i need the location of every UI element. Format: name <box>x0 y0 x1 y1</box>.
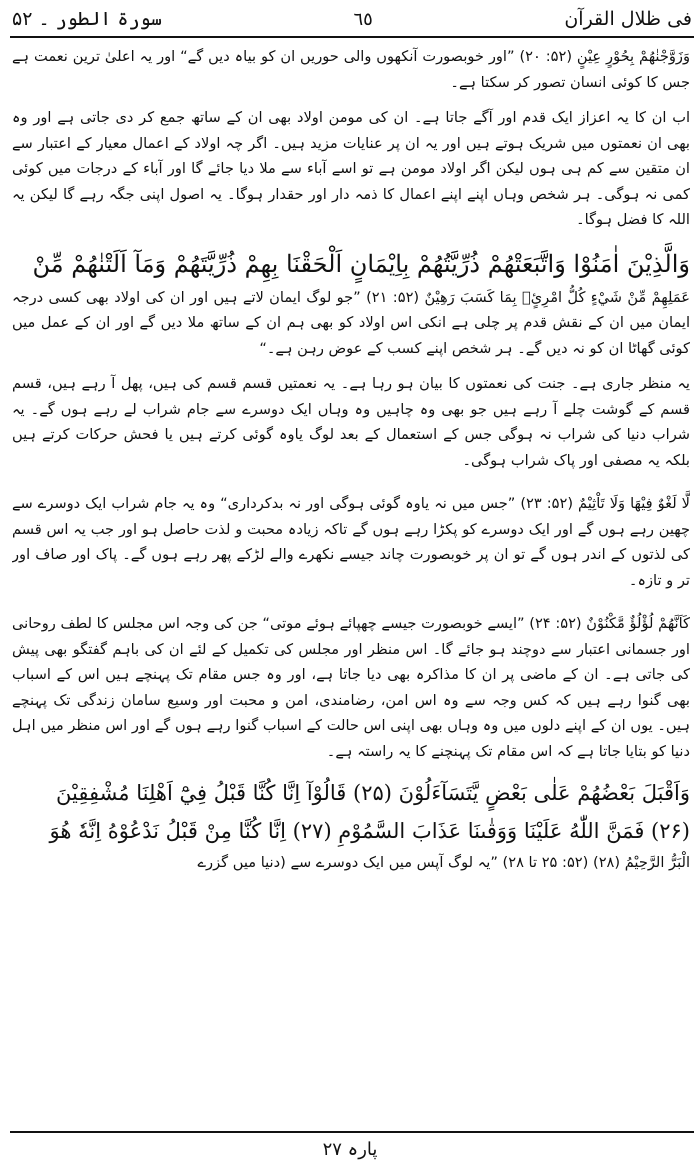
para-label: پارہ ۲۷ <box>322 1139 378 1160</box>
surah-name: سورۃ الطور ۔ ۵۲ <box>12 8 162 30</box>
header-rule <box>10 36 694 38</box>
paragraph-6: كَاَنَّهُمْ لُؤْلُؤٌ مَّكْنُوْنٌ (۵۲: ۲۴) ”ایسے خوبصورت جیسے چھپائے ہوئے موتی“ جن کی وجہ اس مجلس کا لطف روحانی اور جسمانی اعتبار سے دوچند ہو جائے گا۔ اس منظر اور مجلس کی تکمیل کے لئے ان کی باہم گفتگو بھی پیش کی جاتی ہے۔ ان کے ماضی پر ان کا مذاکرہ بھی دیا جاتا ہے، اور وہ جس مقام تک پہنچے ہیں اس کے اسباب بھی گنوا رہے ہیں کہ کس وجہ سے وہ اس امن، رضامندی، امن و محبت اور وسیع سامان زندگی تک پہنچے ہیں۔ یوں ان کے اپنے دلوں میں وہ وہاں بھی اپنی اس حالت کے اسباب گنوا رہے ہوں گے اور اس منظر میں اہل دنیا کو بتایا جاتا ہے کہ اس مقام تک پہنچنے کا یہ راستہ ہے۔ <box>12 615 690 760</box>
page-header <box>12 4 692 34</box>
paragraph-5: لَّا لَغْوٌ فِيْهَا وَلَا تَاْثِيْمٌ (۵۲: ۲۳) ”جس میں نہ یاوہ گوئی ہوگی اور نہ بدکرداری“ وہ یہ جام شراب ایک دوسرے سے چھین رہے ہوں گے اور ایک دوسرے کو پکڑا رہے ہوں گے تاکہ زیادہ محبت و لذت حاصل ہو اور جب یہ اس قسم کی لذتوں کے اندر ہوں گے تو ان پر خوبصورت چاند جیسے نکھرے والے لڑکے پھر رہے ہوں گے۔ پاک اور صاف اور تر و تازہ۔ <box>12 495 690 589</box>
book-title: فی ظلال القرآن <box>564 8 692 30</box>
quran-verse-21: وَالَّذِيْنَ اٰمَنُوْا وَاتَّبَعَتْهُمْ ذُرِّيَّتُهُمْ بِاِيْمَانٍ اَلْحَقْنَا بِهِمْ ذُرِّيَّتَهُمْ وَمَآ اَلَتْنٰهُمْ مِّنْ <box>32 249 690 278</box>
quran-verse-25: وَاَقْبَلَ بَعْضُهُمْ عَلٰى بَعْضٍ يَّتَسَآءَلُوْنَ (۲۵) قَالُوْآ اِنَّا كُنَّا قَبْلُ فِيْٓ اَهْلِنَا مُشْفِقِيْنَ <box>56 781 690 805</box>
paragraph-7: الْبَرُّ الرَّحِيْمُ (۲۸) (۵۲: ۲۵ تا ۲۸) ”یہ لوگ آپس میں ایک دوسرے سے (دنیا میں گزرے <box>197 854 690 871</box>
paragraph-4: یہ منظر جاری ہے۔ جنت کی نعمتوں کا بیان ہو رہا ہے۔ یہ نعمتیں قسم قسم کی ہیں، پھل آ رہے ہیں، قسم قسم کے گوشت چلے آ رہے ہیں جو بھی وہ چاہیں وہ وہاں ایک دوسرے سے جام شراب لے رہے ہوں گے۔ یہ شراب دنیا کی شراب نہ ہوگی جس کے استعمال کے بعد لوگ یاوہ گوئی کرتے ہیں یا فحش حرکات کرتے ہیں بلکہ یہ مصفی اور پاک شراب ہوگی۔ <box>12 375 690 469</box>
paragraph-2: اب ان کا یہ اعزاز ایک قدم اور آگے جاتا ہے۔ ان کی مومن اولاد بھی ان کے ساتھ جمع کر دی جاتی ہے اور وہ بھی ان نعمتوں میں شریک ہوتے ہیں اور یہ ان پر عنایات مزید ہیں۔ اگر چہ اولاد کے اعمال معیار کے اعتبار سے ان متقین سے کم ہی ہوں لیکن اگر اولاد مومن ہے تو اسے آباء سے ملا دیا جائے گا اور آباء کے درجات میں کوئی کمی نہ ہوگی۔ ہر شخص وہاں اپنے اپنے اعمال کا ذمہ دار اور حقدار ہوگا۔ یہ اصول اپنی جگہ رہے گا لیکن یہ اللہ کا فضل ہوگا۔ <box>12 109 690 228</box>
page-number: ٦٥ <box>353 8 373 30</box>
page-body <box>12 44 690 1129</box>
page-footer <box>0 1136 700 1164</box>
quran-verse-26: (۲۶) فَمَنَّ اللّٰهُ عَلَيْنَا وَوَقٰىنَا عَذَابَ السَّمُوْمِ (۲۷) اِنَّا كُنَّا مِنْ قَبْلُ نَدْعُوْهُ اِنَّهٗ هُوَ <box>49 819 690 843</box>
footer-rule <box>10 1131 694 1133</box>
paragraph-1: وَزَوَّجْنٰهُمْ بِحُوْرٍ عِيْنٍ (۵۲: ۲۰) ”اور خوبصورت آنکھوں والی حوریں ان کو بیاہ دیں گے“ اور یہ اعلیٰ ترین نعمت ہے جس کا کوئی انسان تصور کر سکتا ہے۔ <box>12 48 690 91</box>
paragraph-3: عَمَلِهِمْ مِّنْ شَيْءٍ كُلُّ امْرِئٍۢ بِمَا كَسَبَ رَهِيْنٌ (۵۲: ۲۱) ”جو لوگ ایمان لاتے ہیں اور ان کی اولاد بھی کسی درجہ ایمان میں ان کے نقش قدم پر چلی ہے انکی اس اولاد کو بھی ہم ان کے ساتھ ملا دیں گے اور ان کے عمل میں کوئی گھاٹا ان کو نہ دیں گے۔ ہر شخص اپنے کسب کے عوض رہن ہے۔“ <box>12 288 690 357</box>
